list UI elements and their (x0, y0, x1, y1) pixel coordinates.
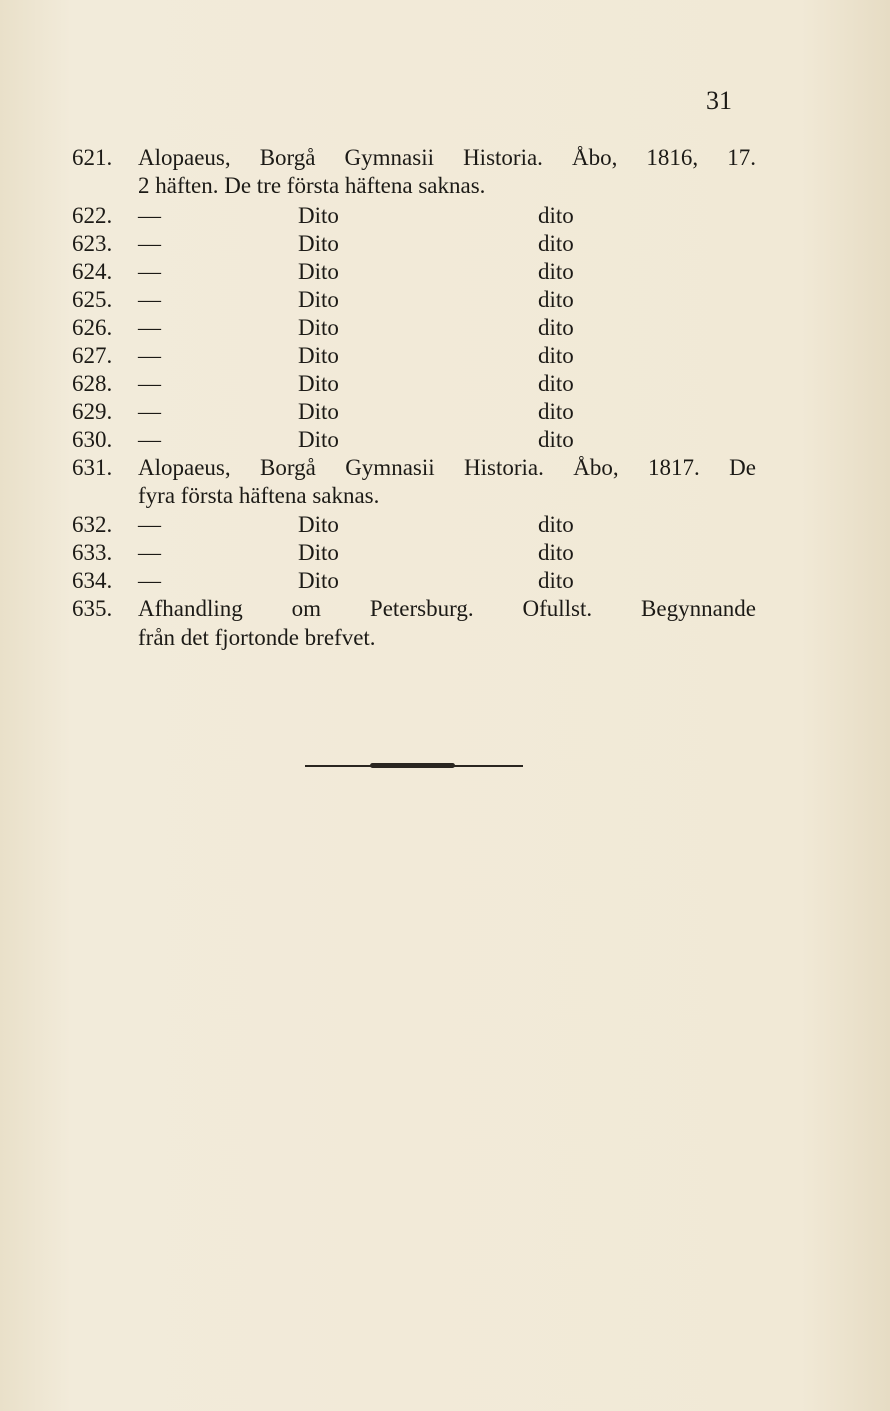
entry-text-line2: från det fjortonde brefvet. (138, 625, 376, 650)
ditto-title: Dito (298, 399, 339, 424)
ditto-title: Dito (298, 540, 339, 565)
ditto-dash: — (138, 203, 161, 228)
entry-number: 630. (72, 427, 113, 452)
entry-number: 635. (72, 596, 113, 621)
ditto-dash: — (138, 512, 161, 537)
entry-629 (0, 398, 890, 426)
entry-627 (0, 342, 890, 370)
ditto-dash: — (138, 343, 161, 368)
entry-number: 631. (72, 455, 113, 480)
ditto-title: Dito (298, 568, 339, 593)
ditto-details: dito (538, 315, 574, 340)
ditto-title: Dito (298, 203, 339, 228)
ditto-details: dito (538, 203, 574, 228)
ditto-dash: — (138, 315, 161, 340)
entry-number: 628. (72, 371, 113, 396)
entry-634 (0, 567, 890, 595)
ditto-details: dito (538, 540, 574, 565)
ditto-details: dito (538, 427, 574, 452)
ditto-dash: — (138, 371, 161, 396)
ditto-details: dito (538, 343, 574, 368)
ditto-dash: — (138, 568, 161, 593)
entry-631 (0, 454, 890, 482)
ditto-dash: — (138, 540, 161, 565)
entry-text-line1: Afhandling om Petersburg. Ofullst. Begynnande (138, 596, 756, 621)
ditto-details: dito (538, 512, 574, 537)
entry-635-cont (0, 624, 890, 652)
page-number: 31 (706, 86, 732, 115)
entry-626 (0, 314, 890, 342)
ditto-details: dito (538, 231, 574, 256)
entry-number: 625. (72, 287, 113, 312)
entry-number: 622. (72, 203, 113, 228)
entry-621-cont (0, 172, 890, 200)
section-divider-ornament (370, 763, 455, 768)
ditto-details: dito (538, 399, 574, 424)
ditto-dash: — (138, 287, 161, 312)
entry-number: 633. (72, 540, 113, 565)
entry-text-line2: 2 häften. De tre första häftena saknas. (138, 173, 486, 198)
entry-625 (0, 286, 890, 314)
entry-number: 621. (72, 145, 113, 170)
entry-number: 626. (72, 315, 113, 340)
entry-628 (0, 370, 890, 398)
ditto-title: Dito (298, 287, 339, 312)
entry-number: 632. (72, 512, 113, 537)
ditto-details: dito (538, 287, 574, 312)
entry-number: 623. (72, 231, 113, 256)
ditto-dash: — (138, 259, 161, 284)
ditto-details: dito (538, 371, 574, 396)
entry-633 (0, 539, 890, 567)
ditto-details: dito (538, 259, 574, 284)
ditto-title: Dito (298, 512, 339, 537)
entry-631-cont (0, 482, 890, 510)
ditto-title: Dito (298, 371, 339, 396)
entry-text-line1: Alopaeus, Borgå Gymnasii Historia. Åbo, 1817. De (138, 455, 756, 480)
entry-622 (0, 202, 890, 230)
ditto-details: dito (538, 568, 574, 593)
ditto-title: Dito (298, 343, 339, 368)
entry-624 (0, 258, 890, 286)
entry-632 (0, 511, 890, 539)
ditto-dash: — (138, 399, 161, 424)
entry-635 (0, 595, 890, 623)
entry-630 (0, 426, 890, 454)
entry-number: 624. (72, 259, 113, 284)
entry-623 (0, 230, 890, 258)
entry-621 (0, 144, 890, 172)
entry-number: 627. (72, 343, 113, 368)
ditto-dash: — (138, 231, 161, 256)
entry-text-line2: fyra första häftena saknas. (138, 483, 380, 508)
ditto-dash: — (138, 427, 161, 452)
ditto-title: Dito (298, 315, 339, 340)
entry-number: 629. (72, 399, 113, 424)
ditto-title: Dito (298, 231, 339, 256)
ditto-title: Dito (298, 427, 339, 452)
entry-number: 634. (72, 568, 113, 593)
ditto-title: Dito (298, 259, 339, 284)
entry-text-line1: Alopaeus, Borgå Gymnasii Historia. Åbo, 1816, 17. (138, 145, 756, 170)
